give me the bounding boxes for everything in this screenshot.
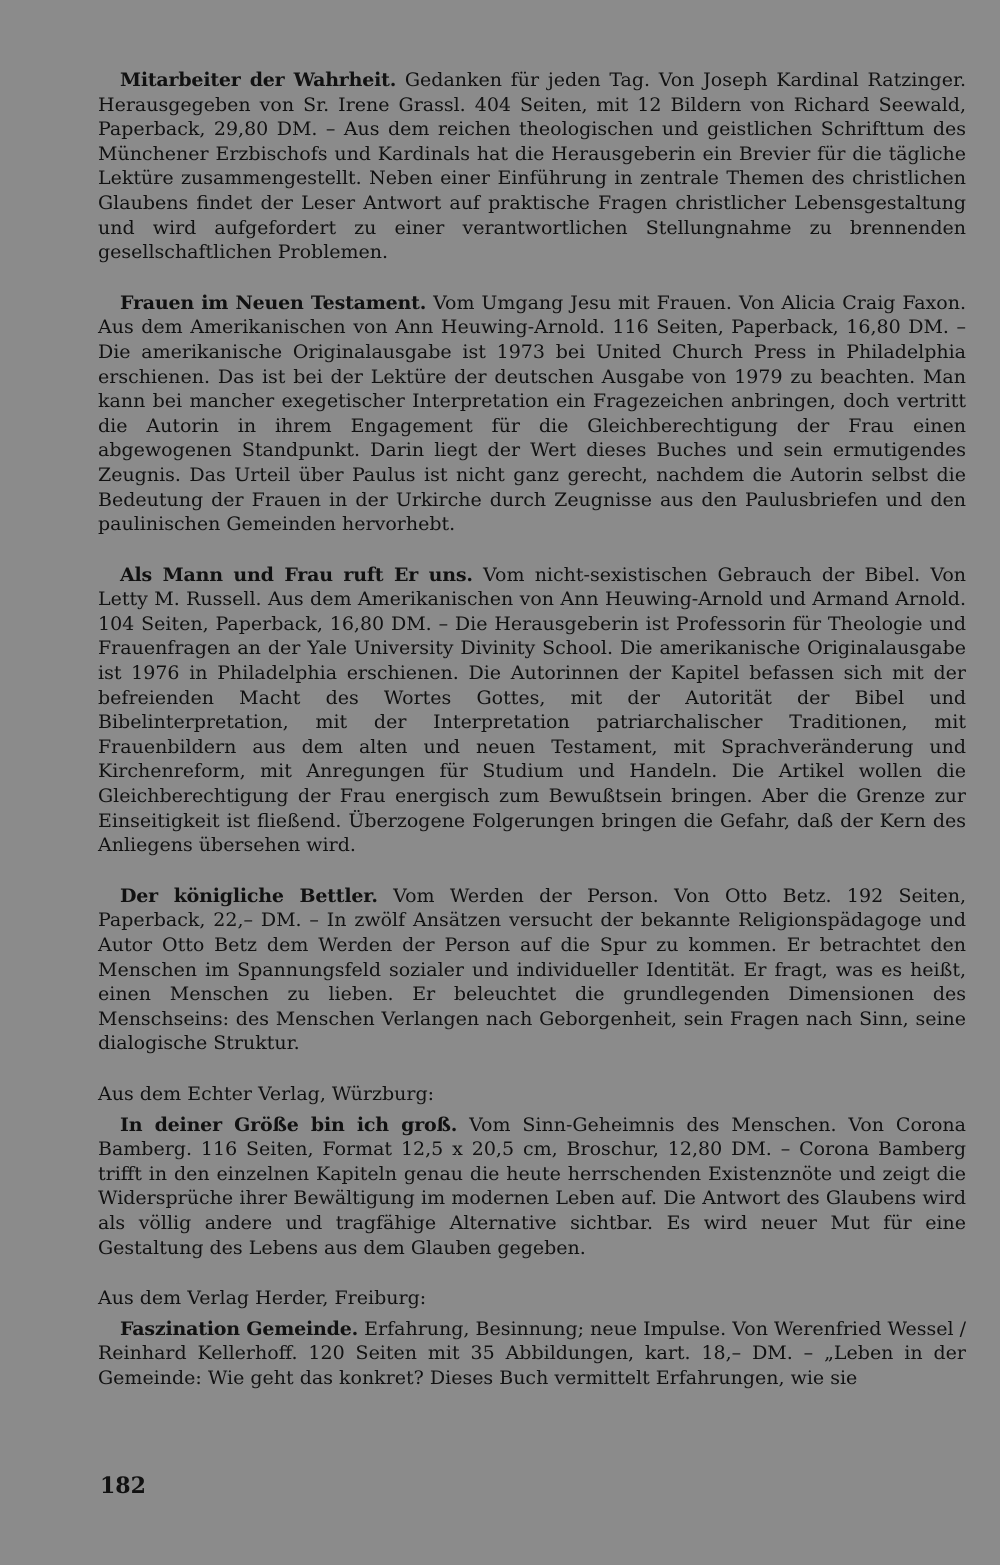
review-entry	[98, 1113, 966, 1261]
review-text: Vom nicht-sexistischen Gebrauch der Bibel. Von Letty M. Russell. Aus dem Amerikanischen von Ann Heuwing-Arnold und Armand Arnold. 104 Seiten, Paperback, 16,80 DM. – Die Herausgeberin ist Professorin für Theologie und Frauenfragen an der Yale University Divinity School. Die amerikanische Originalausgabe ist 1976 in Philadelphia erschienen. Die Autorinnen der Kapitel befassen sich mit der befreienden Macht des Wortes Gottes, mit der Autorität der Bibel und Bibelinterpretation, mit der Interpretation patriarchalischer Traditionen, mit Frauenbildern aus dem alten und neuen Testament, mit Sprachveränderung und Kirchenreform, mit Anregungen für Studium und Handeln. Die Artikel wollen die Gleichberechtigung der Frau energisch zum Bewußtsein bringen. Aber die Grenze zur Einseitigkeit ist fließend. Überzogene Folgerungen bringen die Gefahr, daß der Kern des Anliegens übersehen wird.	[98, 563, 966, 857]
book-title: In deiner Größe bin ich groß.	[120, 1113, 458, 1136]
book-title: Mitarbeiter der Wahrheit.	[120, 69, 397, 91]
review-text: Vom Werden der Person. Von Otto Betz. 192 Seiten, Paperback, 22,– DM. – In zwölf Ansätzen versucht der bekannte Religionspädagoge und Autor Otto Betz dem Werden der Person auf die Spur zu kommen. Er betrachtet den Menschen im Spannungsfeld sozialer und individueller Identität. Er fragt, was es heißt, einen Menschen zu lieben. Er beleuchtet die grundlegenden Dimensionen des Menschseins: des Menschen Verlangen nach Geborgenheit, sein Fragen nach Sinn, seine dialogische Struktur.	[98, 884, 967, 1055]
review-entry	[98, 1317, 966, 1391]
review-text: Erfahrung, Besinnung; neue Impulse. Von Werenfried Wessel / Reinhard Kellerhoff. 120 Seiten mit 35 Abbildungen, kart. 18,– DM. – „Leben in der Gemeinde: Wie geht das konkret? Dieses Buch vermittelt Erfahrungen, wie sie	[98, 1317, 967, 1389]
book-title: Der königliche Bettler.	[120, 884, 378, 907]
review-entry	[98, 291, 966, 537]
review-text: Gedanken für jeden Tag. Von Joseph Kardinal Ratzinger. Herausgegeben von Sr. Irene Grassl. 404 Seiten, mit 12 Bildern von Richard Seewald, Paperback, 29,80 DM. – Aus dem reichen theologischen und geistlichen Schrifttum des Münchener Erzbischofs und Kardinals hat die Herausgeberin ein Brevier für die tägliche Lektüre zusammengestellt. Neben einer Einführung in zentrale Themen des christlichen Glaubens findet der Leser Antwort auf praktische Fragen christlicher Lebensgestaltung und wird aufgefordert zu einer verantwortlichen Stellungnahme zu brennenden gesellschaftlichen Problemen.	[98, 69, 967, 264]
review-entry	[98, 884, 966, 1056]
page-number: 182	[100, 1473, 146, 1499]
review-entry	[98, 563, 966, 858]
review-entry	[98, 68, 966, 265]
book-title: Frauen im Neuen Testament.	[120, 291, 427, 314]
publisher-heading: Aus dem Echter Verlag, Würzburg:	[98, 1082, 435, 1105]
book-title: Faszination Gemeinde.	[120, 1317, 359, 1340]
review-text: Vom Sinn-Geheimnis des Menschen. Von Corona Bamberg. 116 Seiten, Format 12,5 x 20,5 cm, Broschur, 12,80 DM. – Corona Bamberg trifft in den einzelnen Kapiteln genau die heute herrschenden Existenznöte und zeigt die Widersprüche ihrer Bewältigung im modernen Leben auf. Die Antwort des Glaubens wird als völlig andere und tragfähige Alternative sichtbar. Es wird neuer Mut für eine Gestaltung des Lebens aus dem Glauben gegeben.	[98, 1113, 966, 1259]
review-text: Vom Umgang Jesu mit Frauen. Von Alicia Craig Faxon. Aus dem Amerikanischen von Ann Heuwing-Arnold. 116 Seiten, Paperback, 16,80 DM. – Die amerikanische Originalausgabe ist 1973 bei United Church Press in Philadelphia erschienen. Das ist bei der Lektüre der deutschen Ausgabe von 1979 zu beachten. Man kann bei mancher exegetischer Interpretation ein Fragezeichen anbringen, doch vertritt die Autorin in ihrem Engagement für die Gleichberechtigung der Frau einen abgewogenen Standpunkt. Darin liegt der Wert dieses Buches und sein ermutigendes Zeugnis. Das Urteil über Paulus ist nicht ganz gerecht, nachdem die Autorin selbst die Bedeutung der Frauen in der Urkirche durch Zeugnisse aus den Paulusbriefen und den paulinischen Gemeinden hervorhebt.	[98, 291, 966, 536]
publisher-heading: Aus dem Verlag Herder, Freiburg:	[98, 1287, 427, 1310]
book-title: Als Mann und Frau ruft Er uns.	[120, 563, 473, 586]
page-content	[98, 68, 966, 1391]
